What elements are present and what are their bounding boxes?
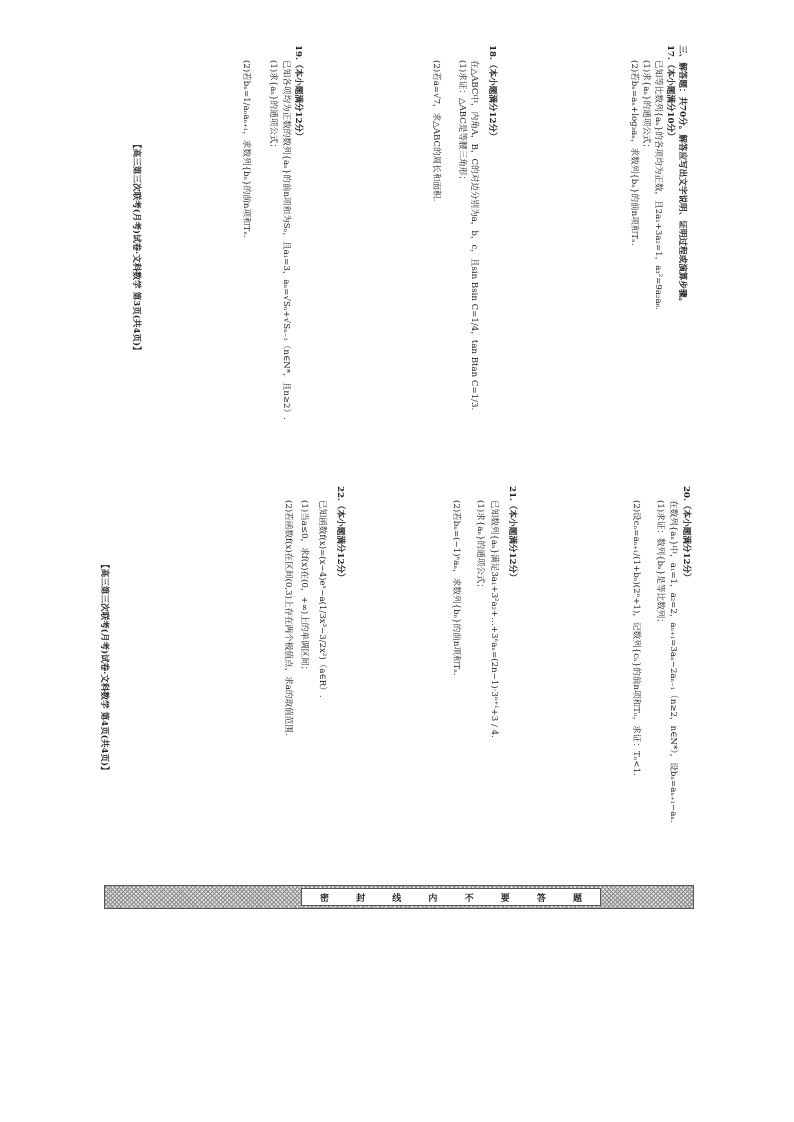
seal-char: 要 xyxy=(500,893,510,904)
q22-stem: 已知函数f(x)=(x−4)eˣ−a(1/3x³−3/2x²)（a∈R）. xyxy=(317,500,327,698)
q20-part1: (1)求证：数列{bₙ}是等比数列； xyxy=(655,500,665,627)
seal-char: 线 xyxy=(392,893,402,904)
q21-part2: (2)若bₙ=(−1)ⁿaₙ，求数列{bₙ}的前n项和Tₙ. xyxy=(451,500,461,676)
seal-char: 内 xyxy=(428,893,438,904)
q19-title: 19.（本小题满分12分） xyxy=(293,45,303,141)
seal-line-label xyxy=(301,888,601,906)
q20-title: 20.（本小题满分12分） xyxy=(681,486,691,582)
q19-stem: 已知各项均为正数的数列{aₙ}的前n项和为Sₙ，且a₁=3，aₙ=√Sₙ+√Sₙ₋₁（n∈N*，且n≥2）. xyxy=(281,60,291,420)
q19-part2: (2)若bₙ=1/aₙaₙ₊₁，求数列{bₙ}的前n项和Tₙ. xyxy=(241,60,251,238)
seal-char: 答 xyxy=(536,893,546,904)
section-header: 三、解答题：共70分。解答应写出文字说明、证明过程或演算步骤。 xyxy=(677,45,687,307)
q17-stem: 已知等比数列{aₙ}的各项均为正数，且2a₁+3a₂=1，a₃²=9a₂a₆. xyxy=(653,60,663,310)
seal-line-strip xyxy=(104,885,694,909)
q21-part1: (1)求{aₙ}的通项公式； xyxy=(475,500,485,593)
seal-char: 封 xyxy=(356,893,366,904)
q19-part1: (1)求{aₙ}的通项公式； xyxy=(268,60,278,153)
q17-title: 17.（本小题满分10分） xyxy=(665,45,675,141)
seal-char: 题 xyxy=(572,893,582,904)
q20-stem: 在数列{aₙ}中，a₁=1，a₂=2，aₙ₊₁=3aₙ−2aₙ₋₁（n≥2，n∈N*），设bₙ=aₙ₊₁−aₙ. xyxy=(668,500,678,823)
q22-part2: (2)若函数f(x)在区间(0,3)上存在两个极值点，求a的取值范围. xyxy=(283,500,293,736)
q20-part2: (2)设cₙ=aₙ₊₁/(1+bₙ)(2ⁿ+1)，记数列{cₙ}的前n项和Tₙ，求证：Tₙ<1. xyxy=(631,500,641,776)
page4-footer: 【高三第三次联考(月考)试卷·文科数学 第4页(共4页)】 xyxy=(99,560,109,775)
q18-title: 18.（本小题满分12分） xyxy=(487,45,497,141)
page3-footer: 【高三第三次联考(月考)试卷·文科数学 第3页(共4页)】 xyxy=(131,140,141,355)
q22-part1: (1)当a≤0，求f(x)在(0，+∞)上的单调区间； xyxy=(299,500,309,675)
q21-title: 21.（本小题满分12分） xyxy=(507,486,517,582)
q22-title: 22.（本小题满分12分） xyxy=(335,486,345,582)
q18-part2: (2)若a=√7，求△ABC的周长和面积. xyxy=(431,60,441,202)
seal-char: 不 xyxy=(464,893,474,904)
q17-part1: (1)求{aₙ}的通项公式； xyxy=(641,60,651,153)
q17-part2: (2)若bₙ=aₙ+log₃aₙ，求数列{bₙ}的前n项和Tₙ. xyxy=(629,60,639,246)
seal-char: 密 xyxy=(320,893,330,904)
q21-stem: 已知数列{aₙ}满足3a₁+3²a₂+…+3ⁿaₙ=(2n−1)·3ⁿ⁺¹+3 / 4. xyxy=(489,500,499,738)
q18-part1: (1)求证：△ABC是等腰三角形； xyxy=(457,60,467,184)
q18-stem: 在△ABC中，内角A，B，C的对边分别为a，b，c，且sin Bsin C=1/4，tan Btan C=1/3. xyxy=(469,60,479,411)
